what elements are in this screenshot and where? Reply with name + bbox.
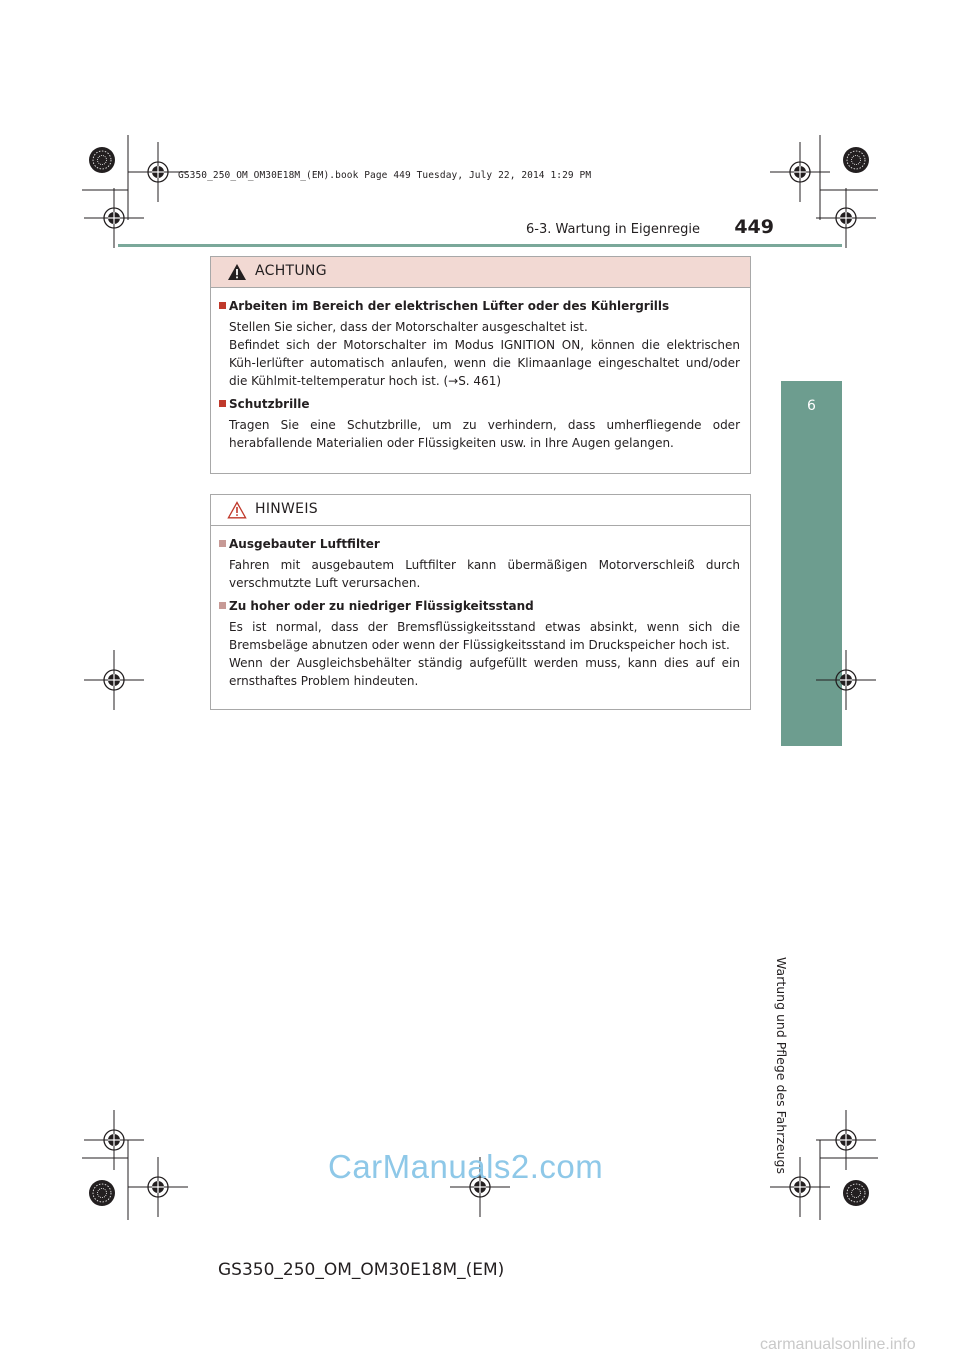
warning-item-title: Arbeiten im Bereich der elektrischen Lüfter oder des Kühlergrills [229, 299, 670, 313]
notice-item-title: Ausgebauter Luftfilter [229, 537, 380, 551]
warning-item-paragraph: Tragen Sie eine Schutzbrille, um zu verhindern, dass umherfliegende oder herabfallende Materialien oder Flüssigkeiten usw. in Ihre Augen gelangen. [229, 418, 740, 450]
notice-box-title: HINWEIS [255, 501, 318, 517]
chapter-number: 6 [807, 398, 816, 414]
notice-item-paragraph: Fahren mit ausgebautem Luftfilter kann übermäßigen Motorverschleiß durch verschmutzte Luft verursachen. [229, 558, 740, 590]
page-number: 449 [734, 216, 774, 238]
notice-item-title: Zu hoher oder zu niedriger Flüssigkeitsstand [229, 599, 534, 613]
warning-box-title: ACHTUNG [255, 263, 327, 279]
warning-item-paragraph: Stellen Sie sicher, dass der Motorschalter ausgeschaltet ist. [229, 320, 588, 334]
warning-item-title: Schutzbrille [229, 397, 310, 411]
notice-item-paragraph: Es ist normal, dass der Bremsflüssigkeitsstand etwas absinkt, wenn sich die Bremsbeläge abnutzen oder wenn der Flüssigkeitsstand im Druckspeicher hoch ist. [229, 620, 740, 652]
chapter-label: Wartung und Pflege des Fahrzeugs [774, 957, 789, 1174]
section-title: 6-3. Wartung in Eigenregie [525, 222, 700, 237]
warning-item-paragraph: Befindet sich der Motorschalter im Modus IGNITION ON, können die elektrischen Küh-lerlüfter automatisch anlaufen, wenn die Klimaanlage eingeschaltet und/oder die Kühlmit-teltemperatur hoch ist. (→S. 461) [229, 338, 740, 388]
print-slug: GS350_250_OM_OM30E18M_(EM).book Page 449 Tuesday, July 22, 2014 1:29 PM [178, 170, 592, 181]
watermark: CarManuals2.com [328, 1148, 604, 1185]
watermark-small: carmanualsonline.info [760, 1336, 916, 1353]
footer-code: GS350_250_OM_OM30E18M_(EM) [218, 1260, 505, 1280]
notice-item-paragraph: Wenn der Ausgleichsbehälter ständig aufgefüllt werden muss, kann dies auf ein ernsthaftes Problem hindeuten. [229, 656, 740, 688]
